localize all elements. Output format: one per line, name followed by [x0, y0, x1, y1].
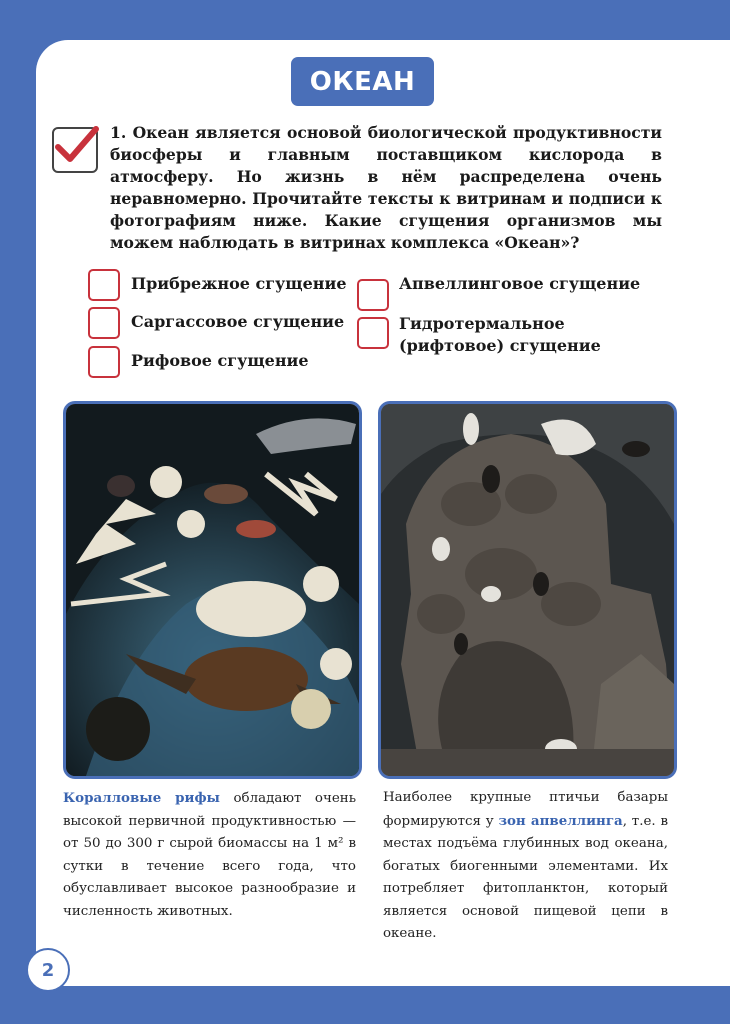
- task-checkmark-icon: [52, 127, 98, 173]
- option-checkbox-reef[interactable]: [88, 346, 120, 378]
- bottom-border-band: [0, 986, 730, 1024]
- option-label-upwelling: Апвеллинговое сгущение: [399, 274, 641, 293]
- page-number: 2: [26, 948, 70, 992]
- option-label-sargasso: Саргассовое сгущение: [131, 312, 345, 331]
- coral-reef-photo: [63, 401, 362, 779]
- coral-reef-caption: [63, 787, 356, 923]
- option-label-reef: Рифовое сгущение: [131, 351, 309, 370]
- page-title: ОКЕАН: [291, 57, 434, 106]
- coral-reef-caption-text: обладают очень высокой первичной продуктивностью — от 50 до 300 г сырой биомассы на 1 м² в сутки в течение всего года, что обуславливает высокое разнообразие и численность животных.: [63, 791, 356, 919]
- option-checkbox-upwelling[interactable]: [357, 279, 389, 311]
- option-label-hydrothermal: Гидротермальное (рифтовое) сгущение: [399, 314, 601, 355]
- bird-colony-photo: [378, 401, 677, 779]
- bird-colony-caption: [383, 787, 668, 946]
- option-label-coastal: Прибрежное сгущение: [131, 274, 347, 293]
- option-checkbox-hydrothermal[interactable]: [357, 317, 389, 349]
- left-border-strip: [0, 0, 36, 1024]
- bird-colony-caption-before: Наиболее крупные птичьи базары формируются у: [383, 790, 668, 829]
- option-checkbox-coastal[interactable]: [88, 269, 120, 301]
- option-checkbox-sargasso[interactable]: [88, 307, 120, 339]
- task-text: 1. Океан является основой биологической продуктивности биосферы и главным поставщиком кислорода в атмосферу. Но жизнь в нём распределена очень неравномерно. Прочитайте тексты к витринам и подписи к фотографиям ниже. Какие сгущения организмов мы можем наблюдать в витринах комплекса «Океан»?: [110, 123, 662, 252]
- bird-colony-caption-after: , т.е. в местах подъёма глубинных вод океана, богатых биогенными элементами. Их потребляет фитопланктон, который является основой пищевой цепи в океане.: [383, 813, 669, 941]
- upwelling-highlight: зон апвеллинга: [498, 812, 623, 829]
- coral-reef-highlight: Коралловые рифы: [63, 790, 220, 806]
